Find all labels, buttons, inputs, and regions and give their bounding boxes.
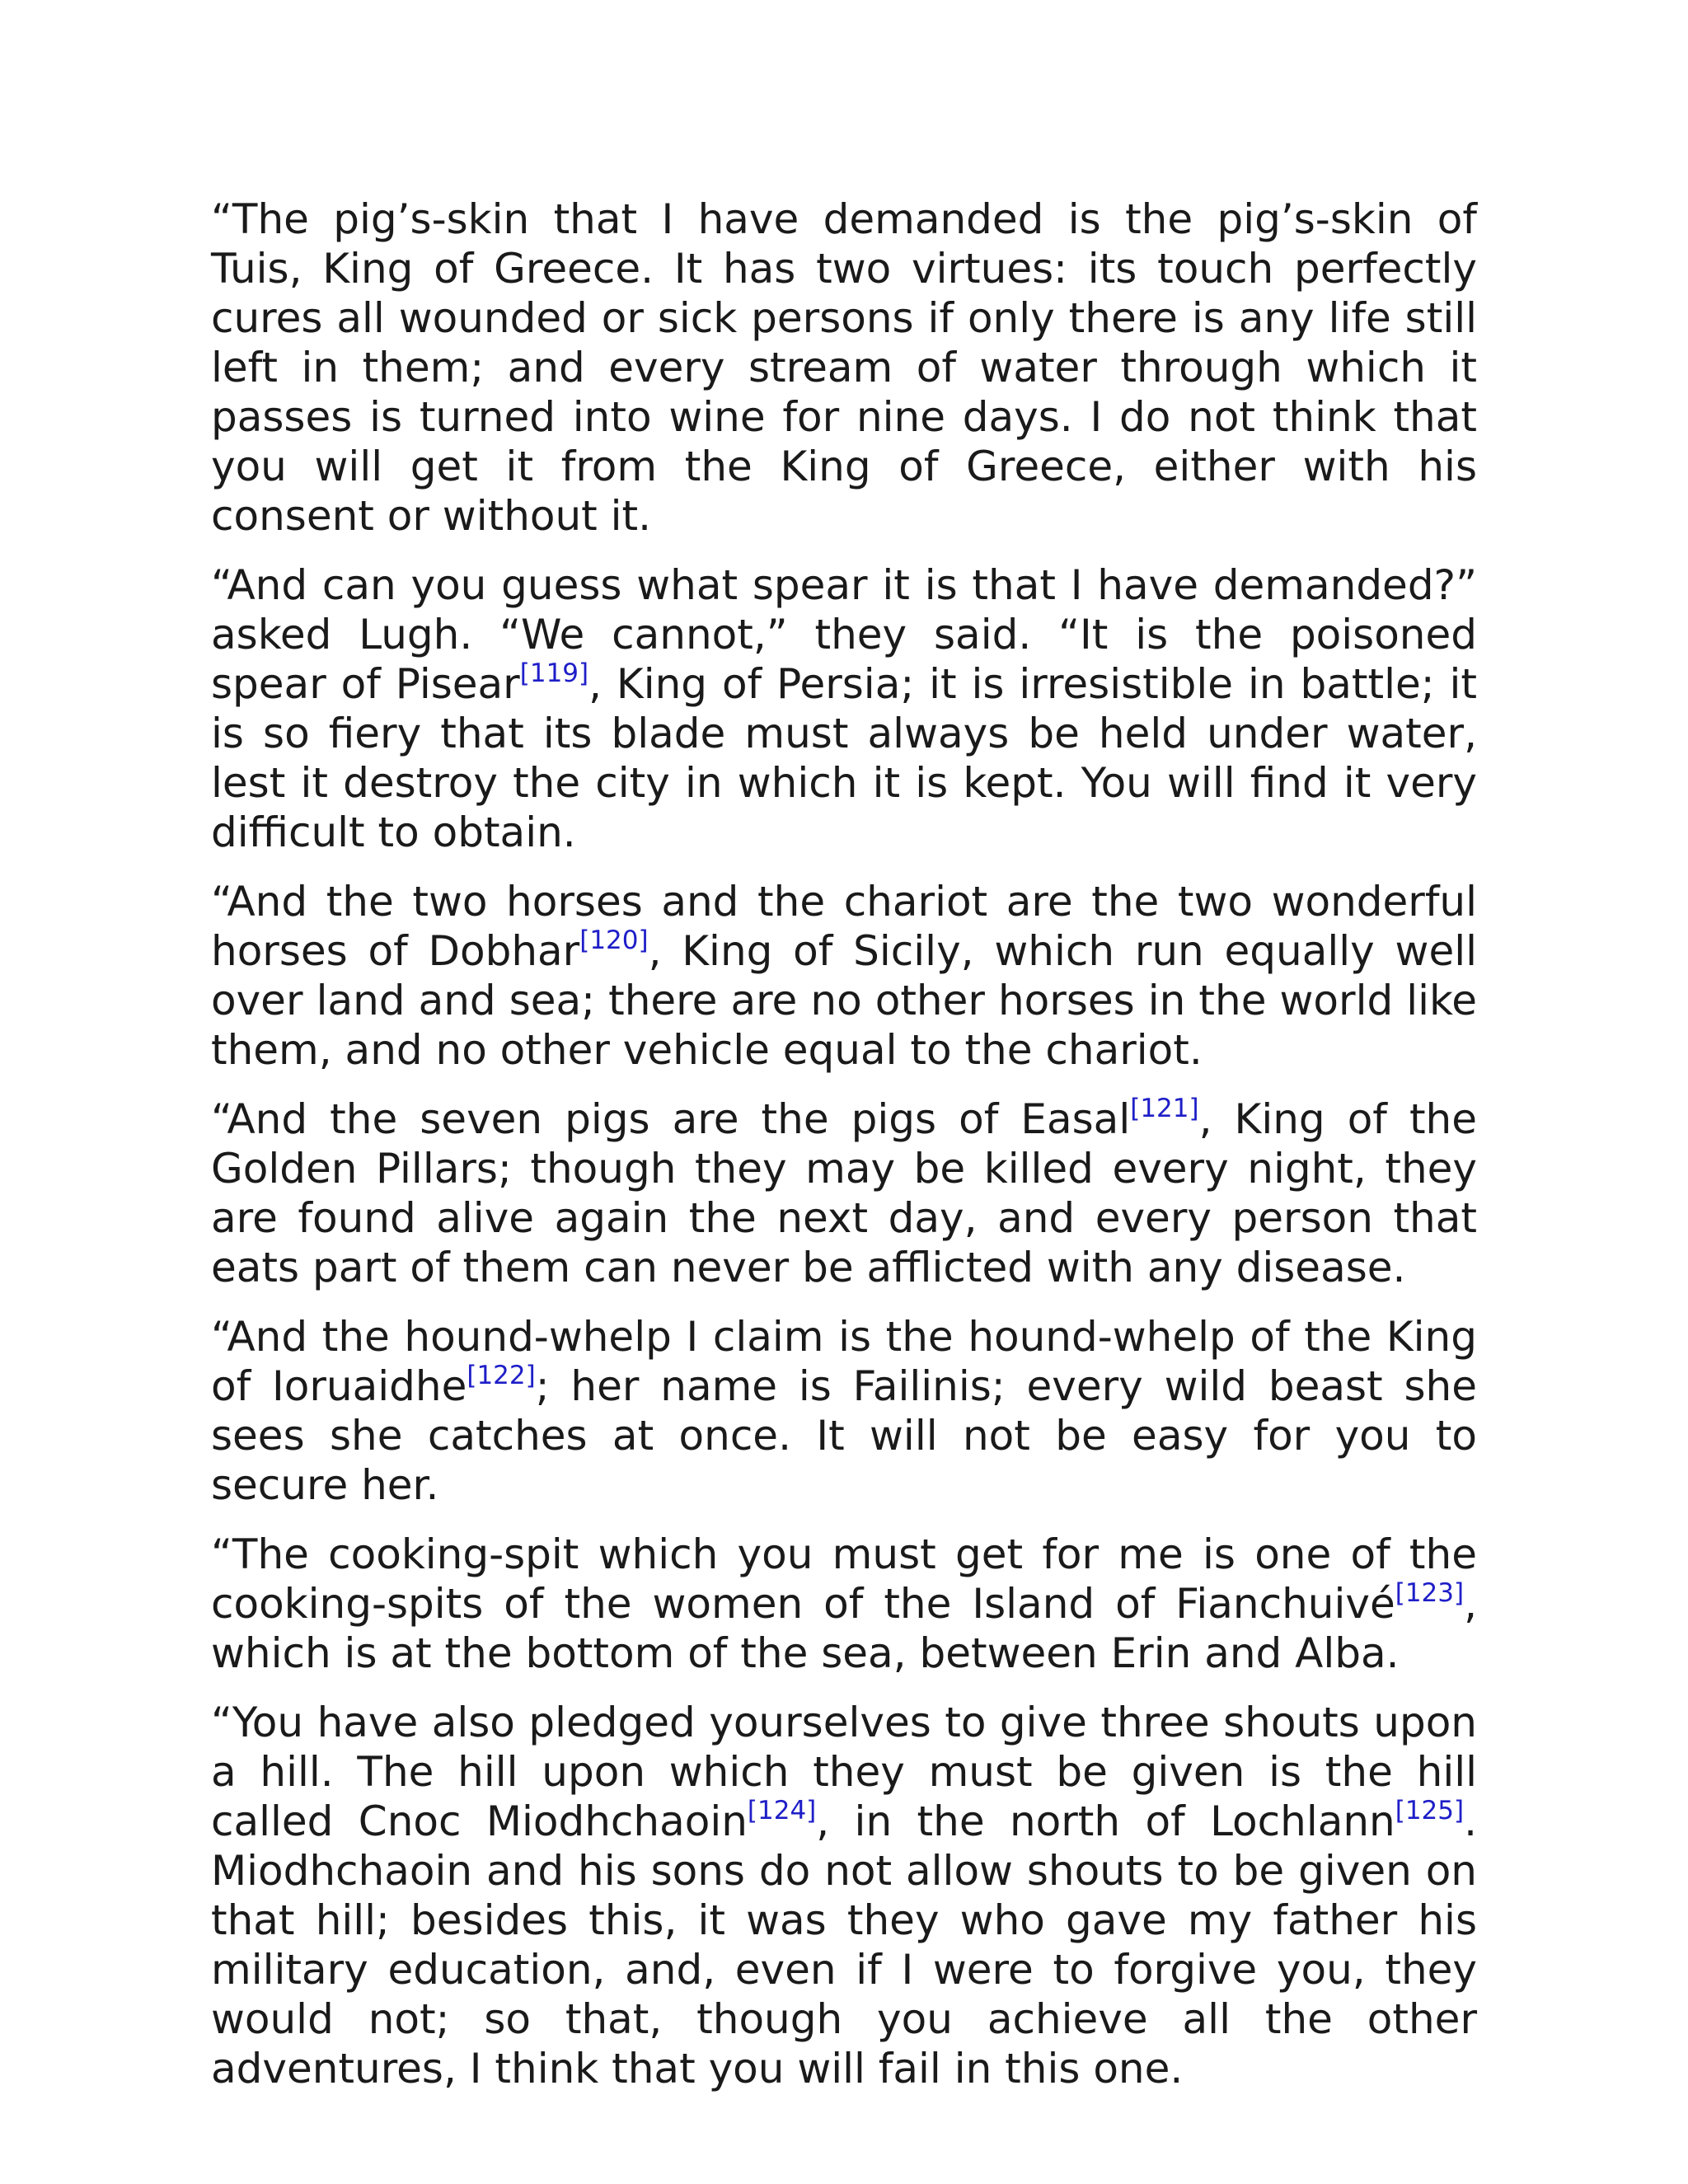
paragraph bbox=[211, 560, 1477, 857]
paragraph-text: “And the hound-whelp I claim is the hound-whelp of the King of Ioruaidhe bbox=[211, 1313, 1477, 1410]
paragraph-text: “The pig’s-skin that I have demanded is the pig’s-skin of Tuis, King of Greece. It has two virtues: its touch perfectly cures all wounded or sick persons if only there is any life still left in them; and every stream of water through which it passes is turned into wine for nine days. I do not think that you will get it from the King of Greece, either with his consent or without it. bbox=[211, 195, 1477, 540]
footnote-link[interactable]: [123] bbox=[1395, 1578, 1465, 1609]
document-page bbox=[211, 194, 1477, 2113]
paragraph-text: , in the north of Lochlann bbox=[816, 1797, 1395, 1845]
paragraph bbox=[211, 1530, 1477, 1678]
paragraph-text: ; her name is Failinis; every wild beast she sees she catches at once. It will not be easy for you to secure her. bbox=[211, 1362, 1477, 1509]
footnote-link[interactable]: [122] bbox=[467, 1361, 536, 1391]
paragraph-text: “You have also pledged yourselves to give three shouts upon a hill. The hill upon which they must be given is the hill called Cnoc Miodhchaoin bbox=[211, 1699, 1477, 1845]
paragraph-text: “The cooking-spit which you must get for me is one of the cooking-spits of the women of the Island of Fianchuivé bbox=[211, 1530, 1477, 1628]
footnote-link[interactable]: [120] bbox=[579, 926, 649, 956]
paragraph bbox=[211, 877, 1477, 1075]
paragraph-text: , King of the Golden Pillars; though they may be killed every night, they are found alive again the next day, and every person that eats part of them can never be afflicted with any disease. bbox=[211, 1095, 1477, 1291]
paragraph bbox=[211, 194, 1477, 541]
footnote-link[interactable]: [119] bbox=[519, 658, 589, 689]
paragraph-text: “And can you guess what spear it is that I have demanded?” asked Lugh. “We cannot,” they said. “It is the poisoned spear of Pisear bbox=[211, 561, 1477, 708]
paragraph bbox=[211, 1312, 1477, 1510]
footnote-link[interactable]: [125] bbox=[1395, 1796, 1465, 1826]
paragraph-text: , which is at the bottom of the sea, between Erin and Alba. bbox=[211, 1580, 1477, 1677]
paragraph-text: , King of Persia; it is irresistible in battle; it is so fiery that its blade must always be held under water, lest it destroy the city in which it is kept. You will find it very difficult to obtain. bbox=[211, 660, 1477, 856]
paragraph bbox=[211, 1698, 1477, 2093]
paragraph-text: . Miodhchaoin and his sons do not allow shouts to be given on that hill; besides this, it was they who gave my father his military education, and, even if I were to forgive you, they would not; so that, though you achieve all the other adventures, I think that you will fail in this one. bbox=[211, 1797, 1477, 2093]
paragraph-text: “And the two horses and the chariot are the two wonderful horses of Dobhar bbox=[211, 878, 1477, 975]
footnote-link[interactable]: [121] bbox=[1130, 1094, 1199, 1124]
paragraph-text: , King of Sicily, which run equally well over land and sea; there are no other horses in the world like them, and no other vehicle equal to the chariot. bbox=[211, 927, 1477, 1074]
paragraph-text: “And the seven pigs are the pigs of Easal bbox=[211, 1095, 1131, 1143]
paragraph bbox=[211, 1094, 1477, 1292]
footnote-link[interactable]: [124] bbox=[747, 1796, 817, 1826]
